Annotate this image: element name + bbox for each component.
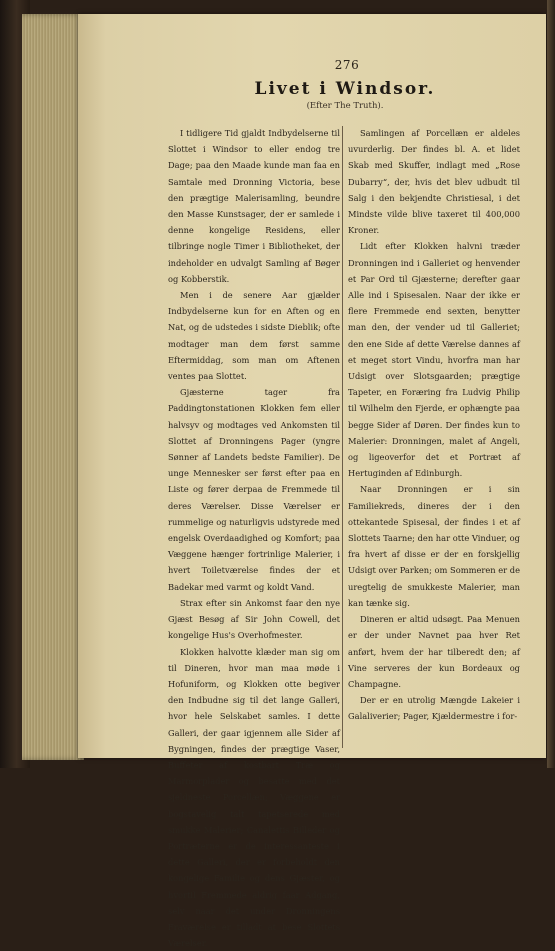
paragraph: Samlingen af Porcellæn er aldeles uvurderlig. Der findes bl. A. et lidet Skab med Skuffer, indlagt med „Rose Dubarry“, der, hvis det blev udbudt til Salg i den bekjendte Christiesal, i det Mindste vilde blive taxeret til 400,000 Kroner.	[348, 125, 520, 238]
page-shadow	[547, 0, 555, 768]
paragraph: Der er en utrolig Mængde Lakeier i Galaliverier; Pager, Kjældermestre i for-	[348, 692, 520, 724]
paragraph: Strax efter sin Ankomst faar den nye Gjæst Besøg af Sir John Cowell, det kongelige Hus's Overhofmester.	[168, 595, 340, 644]
paragraph: Lidt efter Klokken halvni træder Dronningen ind i Galleriet og henvender et Par Ord til Gjæsterne; derefter gaar Alle ind i Spisesalen. Naar der ikke er flere Fremmede end sexten, benytter man den, der vender ud til Galleriet; den ene Side af dette Værelse dannes af et meget stort Vindu, hvorfra man har Udsigt over Slotsgaarden; prægtige Tapeter, en Foræring fra Ludvig Philip til Wilhelm den Fjerde, er ophængte paa begge Sider af Døren. Der findes kun to Malerier: Dronningen, malet af Angeli, og ligeoverfor det et Portræt af Hertuginden af Edinburgh.	[348, 238, 520, 481]
paragraph: Men i de senere Aar gjælder Indbydelserne kun for en Aften og en Nat, og de udstedes i sidste Dieblik; ofte modtager man dem først samme Eftermiddag, som man om Aftenen ventes paa Slottet.	[168, 287, 340, 384]
paragraph: Gjæsterne tager fra Paddingtonstationen Klokken fem eller halvsyv og modtages ved Ankomsten til Slottet af Dronningens Pager (yngre Sønner af Landets bedste Familier). De unge Mennesker ser først efter paa en Liste og fører derpaa de Fremmede til deres Værelser. Disse Værelser er rummelige og naturligvis udstyrede med engelsk Overdaadighed og Komfort; paa Væggene hænger fortrinlige Malerier, i hvert Toiletværelse findes der et Badekar med varmt og koldt Vand.	[168, 384, 340, 595]
text-column-left	[168, 125, 340, 951]
column-divider	[342, 126, 343, 748]
paragraph: I tidligere Tid gjaldt Indbydelserne til Slottet i Windsor to eller endog tre Dage; paa den Maade kunde man faa en Samtale med Dronning Victoria, bese den prægtige Malerisamling, beundre den Masse Kunstsager, der er samlede i denne kongelige Residens, eller tilbringe nogle Timer i Bibliotheket, der indeholder en udvalgt Samling af Bøger og Kobberstik.	[168, 125, 340, 287]
paragraph: Dineren er altid udsøgt. Paa Menuen er der under Navnet paa hver Ret anført, hvem der har tilberedt den; af Vine serveres der kun Bordeaux og Champagne.	[348, 611, 520, 692]
page-edges	[22, 14, 84, 760]
text-column-right	[348, 125, 520, 725]
paragraph: Klokken halvotte klæder man sig om til Dineren, hvor man maa møde i Hofuniform, og Klokken otte begiver den Indbudne sig til det lange Galleri, hvor hele Selskabet samles. I dette Galleri, der gaar igjennem alle Sider af Bygningen, findes der prægtige Vaser, Buffeter af kostbart Træ og Marmorplader og besatte med det sjeldneste Porcellæn; Væggene er bogstavelig talt tapetserede med smukke Malerier; Canalettis Billeder og Portræterne er de interessanteste i dette Galleri, der er forbeholdt den kongelige Familie og dens Gjæster, og hvortil Fremmede aldrig faar Adgang, selv naar det under Dronningens Fraværelse er tilladt at bese Slottets Værelser.	[168, 644, 340, 951]
page-number: 276	[327, 58, 367, 72]
page-title: Livet i Windsor.	[185, 79, 505, 99]
paragraph: Naar Dronningen er i sin Familiekreds, dineres der i den ottekantede Spisesal, der findes i et af Slottets Taarne; den har otte Vinduer, og fra hvert af disse er der en forskjellig Udsigt over Parken; om Sommeren er de uregtelig de smukkeste Malerier, man kan tænke sig.	[348, 481, 520, 611]
page-subtitle: (Efter The Truth).	[185, 101, 505, 111]
